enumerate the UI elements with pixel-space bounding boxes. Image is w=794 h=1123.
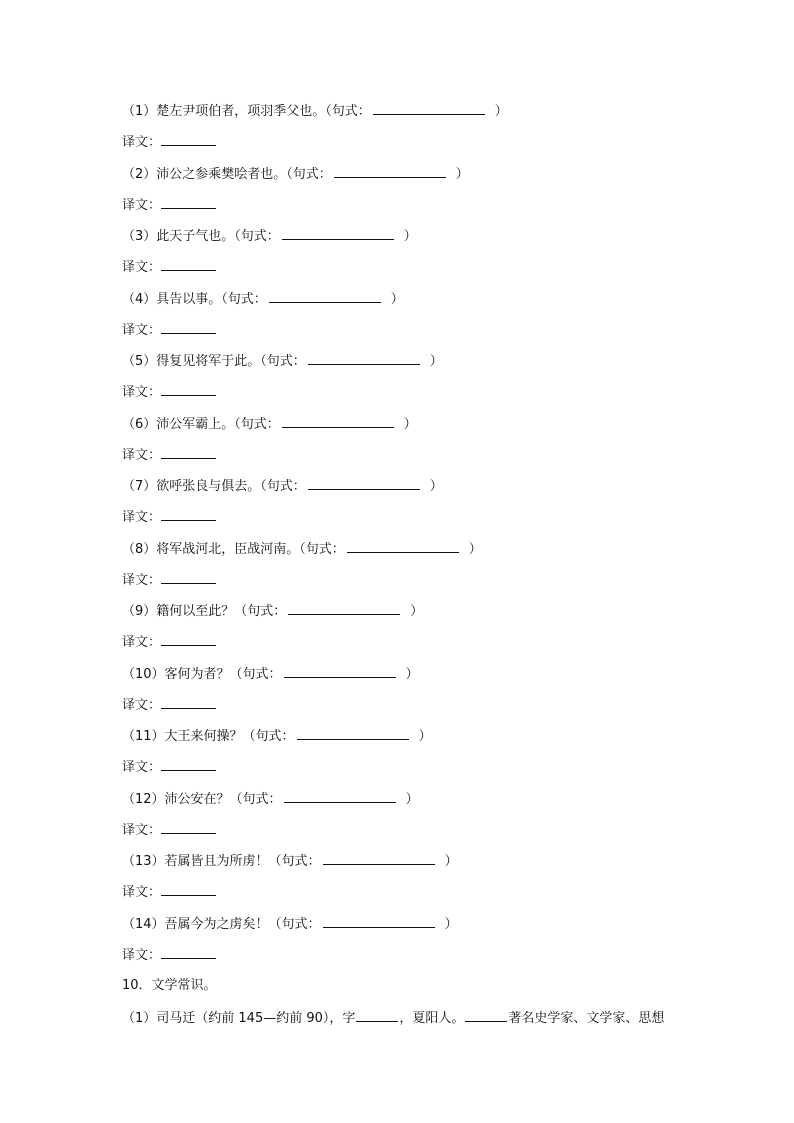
translation-answer-blank[interactable] bbox=[161, 508, 216, 521]
pattern-prefix: （句式： bbox=[260, 354, 306, 369]
pattern-answer-blank[interactable] bbox=[297, 727, 409, 740]
translation-label: 译文： bbox=[122, 697, 162, 713]
pattern-answer-blank[interactable] bbox=[269, 290, 381, 303]
pattern-suffix: ） bbox=[405, 791, 419, 807]
era-blank[interactable] bbox=[465, 1009, 507, 1022]
pattern-prefix: （句式： bbox=[268, 916, 321, 932]
sentence-item bbox=[122, 102, 508, 121]
pattern-suffix: ） bbox=[403, 229, 417, 244]
section-10-heading: 10．文学常识。 bbox=[122, 978, 217, 993]
sentence-text: （14）吾属今为之虏矣！ bbox=[122, 916, 269, 932]
pattern-prefix: （句式： bbox=[234, 229, 280, 244]
translation-answer-blank[interactable] bbox=[161, 446, 216, 459]
pattern-suffix: ） bbox=[455, 166, 469, 182]
sentence-item bbox=[122, 227, 417, 246]
pattern-prefix: （句式： bbox=[229, 666, 282, 682]
translation-answer-blank[interactable] bbox=[161, 758, 216, 771]
pattern-prefix: （句式： bbox=[268, 854, 321, 869]
pattern-suffix: ） bbox=[403, 416, 417, 432]
question-1-text-part2: ，夏阳人。 bbox=[399, 1011, 465, 1026]
question-1-text-part3: 著名史学家、文学家、思想 bbox=[508, 1011, 665, 1026]
translation-answer-blank[interactable] bbox=[161, 696, 216, 709]
sentence-item bbox=[122, 540, 482, 559]
sentence-item bbox=[122, 602, 423, 621]
pattern-suffix: ） bbox=[429, 479, 443, 494]
translation-line bbox=[122, 883, 216, 902]
translation-label: 译文： bbox=[122, 135, 162, 150]
translation-answer-blank[interactable] bbox=[161, 133, 216, 146]
sentence-item bbox=[122, 790, 419, 809]
translation-label: 译文： bbox=[122, 197, 162, 213]
sentence-text: （5）得复见将军于此。 bbox=[122, 354, 261, 369]
pattern-answer-blank[interactable] bbox=[373, 102, 485, 115]
question-1-text-part1: （1）司马迁（约前 145—约前 90），字 bbox=[122, 1011, 356, 1026]
translation-answer-blank[interactable] bbox=[161, 258, 216, 271]
translation-line bbox=[122, 446, 216, 465]
pattern-prefix: （句式： bbox=[234, 604, 287, 619]
sentence-item bbox=[122, 352, 443, 371]
translation-line bbox=[122, 946, 216, 965]
pattern-suffix: ） bbox=[418, 729, 432, 744]
pattern-prefix: （句式： bbox=[229, 791, 282, 807]
translation-line bbox=[122, 758, 216, 777]
translation-line bbox=[122, 258, 216, 277]
sentence-item bbox=[122, 852, 458, 871]
pattern-answer-blank[interactable] bbox=[282, 227, 394, 240]
pattern-prefix: （句式： bbox=[286, 166, 332, 182]
sentence-text: （12）沛公安在？ bbox=[122, 791, 230, 807]
sentence-item bbox=[122, 165, 469, 184]
translation-line bbox=[122, 508, 216, 527]
translation-line bbox=[122, 196, 216, 215]
translation-answer-blank[interactable] bbox=[161, 196, 216, 209]
translation-line bbox=[122, 633, 216, 652]
sentence-item bbox=[122, 727, 432, 746]
translation-label: 译文： bbox=[122, 822, 162, 838]
pattern-answer-blank[interactable] bbox=[347, 540, 459, 553]
courtesy-name-blank[interactable] bbox=[356, 1009, 398, 1022]
pattern-answer-blank[interactable] bbox=[288, 602, 400, 615]
pattern-answer-blank[interactable] bbox=[284, 790, 396, 803]
sentence-text: （9）籍何以至此？ bbox=[122, 604, 235, 619]
pattern-answer-blank[interactable] bbox=[284, 665, 396, 678]
pattern-prefix: （句式： bbox=[260, 479, 306, 494]
translation-line bbox=[122, 321, 216, 340]
pattern-answer-blank[interactable] bbox=[308, 477, 420, 490]
sentence-text: （7）欲呼张良与俱去。 bbox=[122, 479, 261, 494]
translation-answer-blank[interactable] bbox=[161, 946, 216, 959]
sentence-text: （3）此天子气也。 bbox=[122, 229, 235, 244]
translation-label: 译文： bbox=[122, 572, 162, 588]
pattern-answer-blank[interactable] bbox=[308, 352, 420, 365]
pattern-suffix: ） bbox=[444, 854, 458, 869]
translation-line bbox=[122, 571, 216, 590]
sentence-text: （4）具告以事。 bbox=[122, 291, 222, 307]
sentence-item bbox=[122, 477, 443, 496]
pattern-suffix: ） bbox=[405, 666, 419, 682]
pattern-suffix: ） bbox=[429, 354, 443, 369]
pattern-prefix: （句式： bbox=[221, 291, 267, 307]
translation-answer-blank[interactable] bbox=[161, 321, 216, 334]
sentence-text: （6）沛公军霸上。 bbox=[122, 416, 235, 432]
translation-label: 译文： bbox=[122, 322, 162, 338]
sentence-item bbox=[122, 665, 419, 684]
sentence-item bbox=[122, 290, 404, 309]
translation-label: 译文： bbox=[122, 260, 162, 275]
sentence-text: （10）客何为者？ bbox=[122, 666, 230, 682]
pattern-prefix: （句式： bbox=[325, 104, 371, 119]
pattern-prefix: （句式： bbox=[242, 729, 295, 744]
translation-answer-blank[interactable] bbox=[161, 633, 216, 646]
pattern-prefix: （句式： bbox=[299, 541, 345, 557]
pattern-suffix: ） bbox=[390, 291, 404, 307]
translation-label: 译文： bbox=[122, 885, 162, 900]
translation-label: 译文： bbox=[122, 947, 162, 963]
pattern-answer-blank[interactable] bbox=[323, 852, 435, 865]
translation-label: 译文： bbox=[122, 447, 162, 463]
sentence-text: （11）大王来何操？ bbox=[122, 729, 243, 744]
translation-answer-blank[interactable] bbox=[161, 383, 216, 396]
pattern-suffix: ） bbox=[494, 104, 508, 119]
translation-label: 译文： bbox=[122, 510, 162, 525]
sentence-text: （8）将军战河北，臣战河南。 bbox=[122, 541, 300, 557]
translation-answer-blank[interactable] bbox=[161, 571, 216, 584]
section-10-question-1 bbox=[122, 1009, 664, 1028]
translation-label: 译文： bbox=[122, 635, 162, 650]
pattern-answer-blank[interactable] bbox=[334, 165, 446, 178]
pattern-answer-blank[interactable] bbox=[323, 915, 435, 928]
pattern-answer-blank[interactable] bbox=[282, 415, 394, 428]
sentence-text: （1）楚左尹项伯者，项羽季父也。 bbox=[122, 104, 326, 119]
translation-answer-blank[interactable] bbox=[161, 883, 216, 896]
pattern-suffix: ） bbox=[410, 604, 424, 619]
pattern-prefix: （句式： bbox=[234, 416, 280, 432]
translation-label: 译文： bbox=[122, 385, 162, 400]
translation-line bbox=[122, 133, 216, 152]
sentence-text: （2）沛公之参乘樊哙者也。 bbox=[122, 166, 287, 182]
pattern-suffix: ） bbox=[468, 541, 482, 557]
pattern-suffix: ） bbox=[444, 916, 458, 932]
translation-answer-blank[interactable] bbox=[161, 821, 216, 834]
sentence-item bbox=[122, 915, 458, 934]
sentence-text: （13）若属皆且为所虏！ bbox=[122, 854, 269, 869]
translation-label: 译文： bbox=[122, 760, 162, 775]
sentence-item bbox=[122, 415, 417, 434]
translation-line bbox=[122, 696, 216, 715]
translation-line bbox=[122, 383, 216, 402]
translation-line bbox=[122, 821, 216, 840]
